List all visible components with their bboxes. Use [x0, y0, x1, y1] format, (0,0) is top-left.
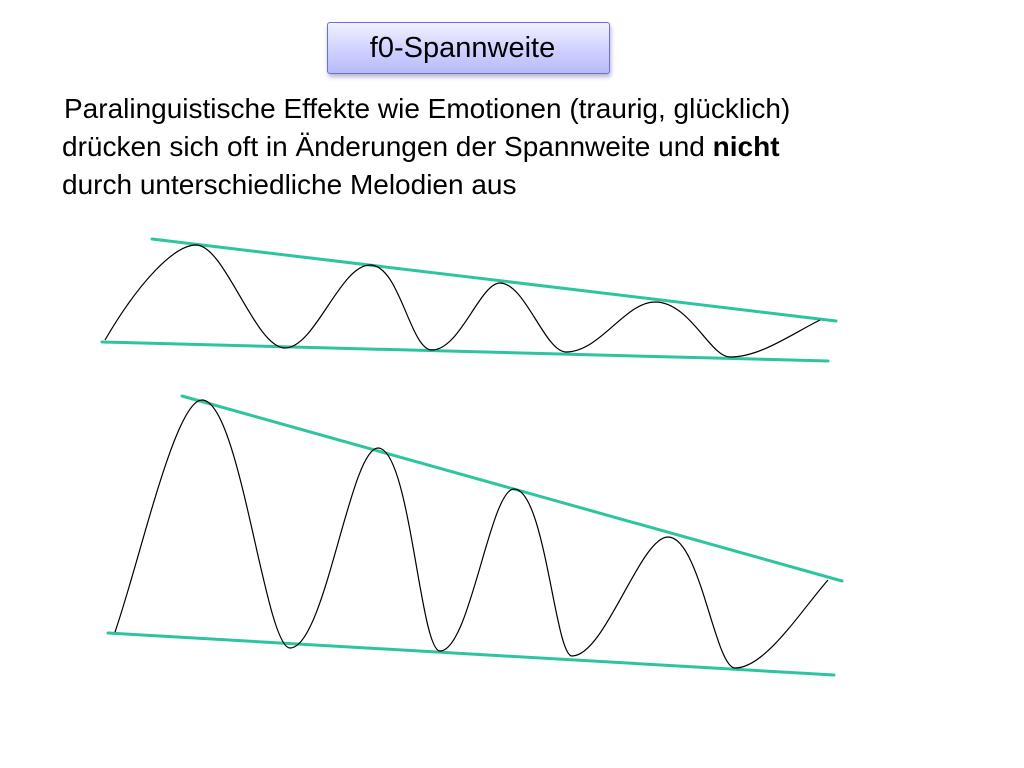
- wide-range-f0-contour: [115, 400, 828, 668]
- narrow-range-bottom-envelope: [102, 342, 828, 361]
- slide-title: f0-Spannweite: [369, 31, 556, 64]
- body-line-2-text: drücken sich oft in Änderungen der Spannweite und: [62, 131, 713, 162]
- narrow-range-top-envelope: [152, 239, 836, 321]
- wide-range-contour-group: [108, 396, 842, 675]
- emphasis-nicht: nicht: [712, 131, 780, 162]
- narrow-range-contour-group: [102, 239, 836, 361]
- wide-range-top-envelope: [182, 396, 842, 581]
- wide-range-bottom-envelope: [108, 633, 834, 675]
- body-line-3: durch unterschiedliche Melodien aus: [62, 169, 517, 200]
- narrow-range-f0-contour: [105, 245, 820, 357]
- body-line-1: Paralinguistische Effekte wie Emotionen (traurig, glücklich): [64, 93, 791, 124]
